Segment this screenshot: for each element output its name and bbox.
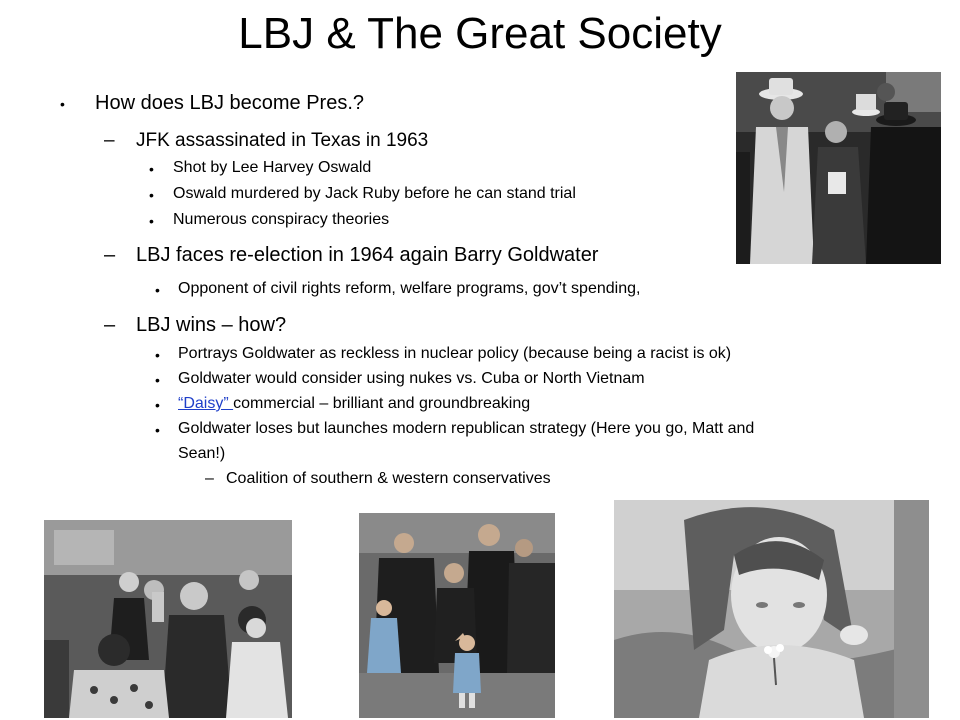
bullet-lbj-wins-how: LBJ wins – how? [136, 314, 287, 336]
bullet-conspiracy-theories: Numerous conspiracy theories [173, 211, 390, 228]
bullet-daisy-commercial [178, 395, 530, 413]
bullet-goldwater-nukes: Goldwater would consider using nukes vs. Cuba or North Vietnam [178, 370, 645, 387]
daisy-description: commercial – brilliant and groundbreaking [233, 395, 531, 412]
dash-bullet: – [104, 130, 115, 151]
bullet-dot: • [149, 187, 154, 203]
bullet-oswald-murdered: Oswald murdered by Jack Ruby before he can stand trial [173, 185, 576, 202]
bullet-dot: • [155, 422, 160, 438]
bullet-dot: • [149, 213, 154, 229]
bullet-how-lbj-became-president: How does LBJ become Pres.? [95, 92, 365, 114]
bullet-jfk-assassinated: JFK assassinated in Texas in 1963 [136, 130, 429, 151]
photo-oswald-shooting [736, 72, 941, 264]
photo-jfk-funeral-salute [359, 513, 555, 718]
dash-bullet: – [104, 314, 116, 336]
bullet-goldwater-loses-cont: Sean!) [178, 445, 226, 462]
bullet-dot: • [60, 96, 65, 112]
dash-bullet: – [205, 470, 214, 487]
photo-lbj-swearing-in [44, 520, 292, 718]
bullet-goldwater-opponent: Opponent of civil rights reform, welfare programs, gov’t spending, [178, 280, 641, 297]
bullet-portrays-goldwater: Portrays Goldwater as reckless in nuclear policy (because being a racist is ok) [178, 345, 732, 362]
bullet-dot: • [149, 161, 154, 177]
bullet-dot: • [155, 347, 160, 363]
bullet-shot-by-oswald: Shot by Lee Harvey Oswald [173, 159, 372, 176]
bullet-coalition: Coalition of southern & western conservatives [226, 470, 551, 487]
daisy-link[interactable]: “Daisy” [178, 395, 234, 412]
bullet-dot: • [155, 282, 160, 298]
bullet-dot: • [155, 372, 160, 388]
bullet-reelection-1964: LBJ faces re-election in 1964 again Barry Goldwater [136, 244, 599, 266]
bullet-dot: • [155, 397, 160, 413]
photo-daisy-girl [614, 500, 929, 718]
slide-title: LBJ & The Great Society [238, 9, 722, 58]
bullet-goldwater-loses: Goldwater loses but launches modern republican strategy (Here you go, Matt and [178, 420, 755, 437]
dash-bullet: – [104, 244, 116, 266]
